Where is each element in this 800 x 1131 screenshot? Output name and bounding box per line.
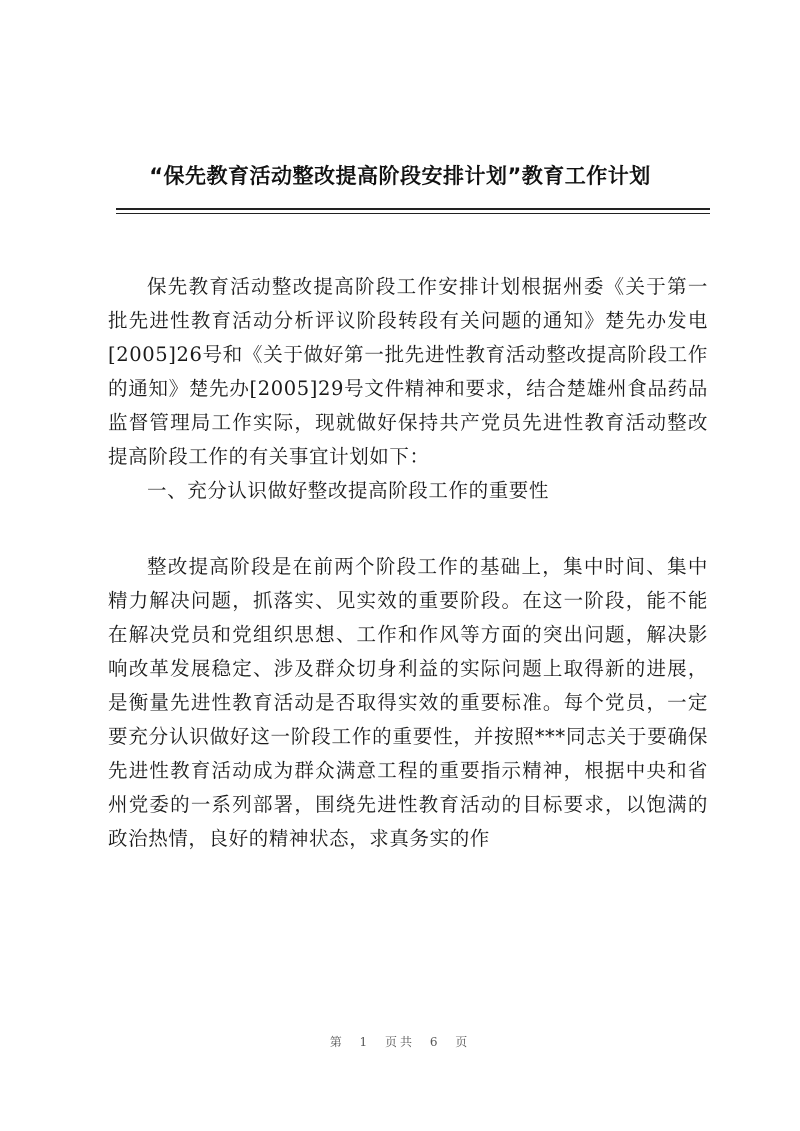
title-divider-thick — [116, 208, 710, 210]
section-heading-1: 一、充分认识做好整改提高阶段工作的重要性 — [147, 479, 550, 502]
paragraph-gap — [108, 508, 708, 550]
document-body — [108, 270, 708, 856]
page-footer: 第 1 页共 6 页 — [329, 1035, 471, 1049]
intro-paragraph: 保先教育活动整改提高阶段工作安排计划根据州委《关于第一批先进性教育活动分析评议阶段转段有关问题的通知》楚先办发电[2005]26号和《关于做好第一批先进性教育活动整改提高阶段工作的通知》楚先办[2005]29号文件精神和要求，结合楚雄州食品药品监督管理局工作实际，现就做好保持共产党员先进性教育活动整改提高阶段工作的有关事宜计划如下： — [108, 275, 708, 468]
title-divider-thin — [116, 213, 710, 214]
document-title: “保先教育活动整改提高阶段安排计划”教育工作计划 — [149, 164, 651, 188]
section-1-paragraph: 整改提高阶段是在前两个阶段工作的基础上，集中时间、集中精力解决问题，抓落实、见实效的重要阶段。在这一阶段，能不能在解决党员和党组织思想、工作和作风等方面的突出问题，解决影响改革发展稳定、涉及群众切身利益的实际问题上取得新的进展，是衡量先进性教育活动是否取得实效的重要标准。每个党员，一定要充分认识做好这一阶段工作的重要性，并按照***同志关于要确保先进性教育活动成为群众满意工程的重要指示精神，根据中央和省州党委的一系列部署，围绕先进性教育活动的目标要求，以饱满的政治热情，良好的精神状态，求真务实的作 — [108, 555, 708, 850]
